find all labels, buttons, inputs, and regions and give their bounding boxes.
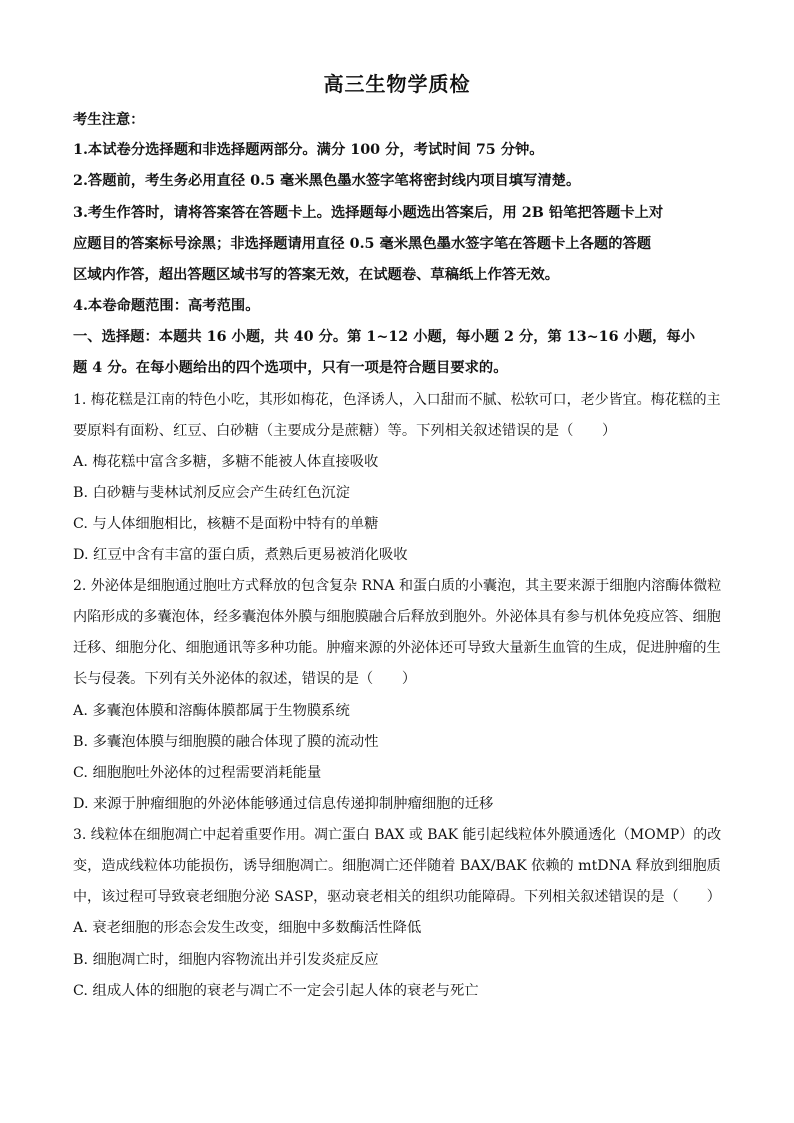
- answer-option: A. 多囊泡体膜和溶酶体膜都属于生物膜系统: [73, 703, 350, 719]
- question-stem: 1. 梅花糕是江南的特色小吃，其形如梅花，色泽诱人，入口甜而不腻、松软可口，老少皆宜。梅花糕的主: [73, 392, 721, 408]
- answer-option: C. 细胞胞吐外泌体的过程需要消耗能量: [73, 765, 322, 781]
- answer-option: A. 衰老细胞的形态会发生改变，细胞中多数酶活性降低: [73, 920, 422, 936]
- notice-line: 区域内作答，超出答题区域书写的答案无效，在试题卷、草稿纸上作答无效。: [73, 267, 560, 283]
- notice-line: 应题目的答案标号涂黑；非选择题请用直径 0.5 毫米黑色墨水签字笔在答题卡上各题的答题: [73, 236, 652, 252]
- answer-option: C. 与人体细胞相比，核糖不是面粉中特有的单糖: [73, 516, 379, 532]
- notice-line: 1.本试卷分选择题和非选择题两部分。满分 100 分，考试时间 75 分钟。: [73, 142, 544, 158]
- question-stem: 中，该过程可导致衰老细胞分泌 SASP，驱动衰老相关的组织功能障碍。下列相关叙述错误的是（ ）: [73, 889, 721, 905]
- question-stem: 变，造成线粒体功能损伤，诱导细胞凋亡。细胞凋亡还伴随着 BAX/BAK 依赖的 mtDNA 释放到细胞质: [73, 858, 721, 874]
- page-title: 高三生物学质检: [323, 72, 471, 96]
- notice-line: 4.本卷命题范围：高考范围。: [73, 298, 260, 314]
- notice-line: 3.考生作答时，请将答案答在答题卡上。选择题每小题选出答案后，用 2B 铅笔把答题卡上对: [73, 205, 664, 221]
- answer-option: B. 细胞凋亡时，细胞内容物流出并引发炎症反应: [73, 952, 379, 968]
- notice-heading: 考生注意：: [73, 112, 145, 128]
- question-stem: 迁移、细胞分化、细胞通讯等多种功能。肿瘤来源的外泌体还可导致大量新生血管的生成，促进肿瘤的生: [73, 640, 721, 656]
- answer-option: B. 白砂糖与斐林试剂反应会产生砖红色沉淀: [73, 485, 350, 501]
- section-heading: 一、选择题：本题共 16 小题，共 40 分。第 1~12 小题，每小题 2 分，第 13~16 小题，每小: [73, 329, 696, 345]
- answer-option: A. 梅花糕中富含多糖，多糖不能被人体直接吸收: [73, 454, 379, 470]
- answer-option: D. 来源于肿瘤细胞的外泌体能够通过信息传递抑制肿瘤细胞的迁移: [73, 796, 494, 812]
- section-heading: 题 4 分。在每小题给出的四个选项中，只有一项是符合题目要求的。: [73, 360, 508, 376]
- answer-option: B. 多囊泡体膜与细胞膜的融合体现了膜的流动性: [73, 734, 379, 750]
- answer-option: D. 红豆中含有丰富的蛋白质，煮熟后更易被消化吸收: [73, 547, 408, 563]
- question-stem: 3. 线粒体在细胞凋亡中起着重要作用。凋亡蛋白 BAX 或 BAK 能引起线粒体外膜通透化（MOMP）的改: [73, 827, 722, 843]
- question-stem: 内陷形成的多囊泡体，经多囊泡体外膜与细胞膜融合后释放到胞外。外泌体具有参与机体免疫应答、细胞: [73, 609, 721, 625]
- answer-option: C. 组成人体的细胞的衰老与凋亡不一定会引起人体的衰老与死亡: [73, 983, 479, 999]
- question-stem: 2. 外泌体是细胞通过胞吐方式释放的包含复杂 RNA 和蛋白质的小囊泡，其主要来源于细胞内溶酶体微粒: [73, 578, 722, 594]
- question-stem: 要原料有面粉、红豆、白砂糖（主要成分是蔗糖）等。下列相关叙述错误的是（ ）: [73, 423, 617, 439]
- notice-line: 2.答题前，考生务必用直径 0.5 毫米黑色墨水签字笔将密封线内项目填写清楚。: [73, 173, 581, 189]
- question-stem: 长与侵袭。下列有关外泌体的叙述，错误的是（ ）: [73, 671, 417, 687]
